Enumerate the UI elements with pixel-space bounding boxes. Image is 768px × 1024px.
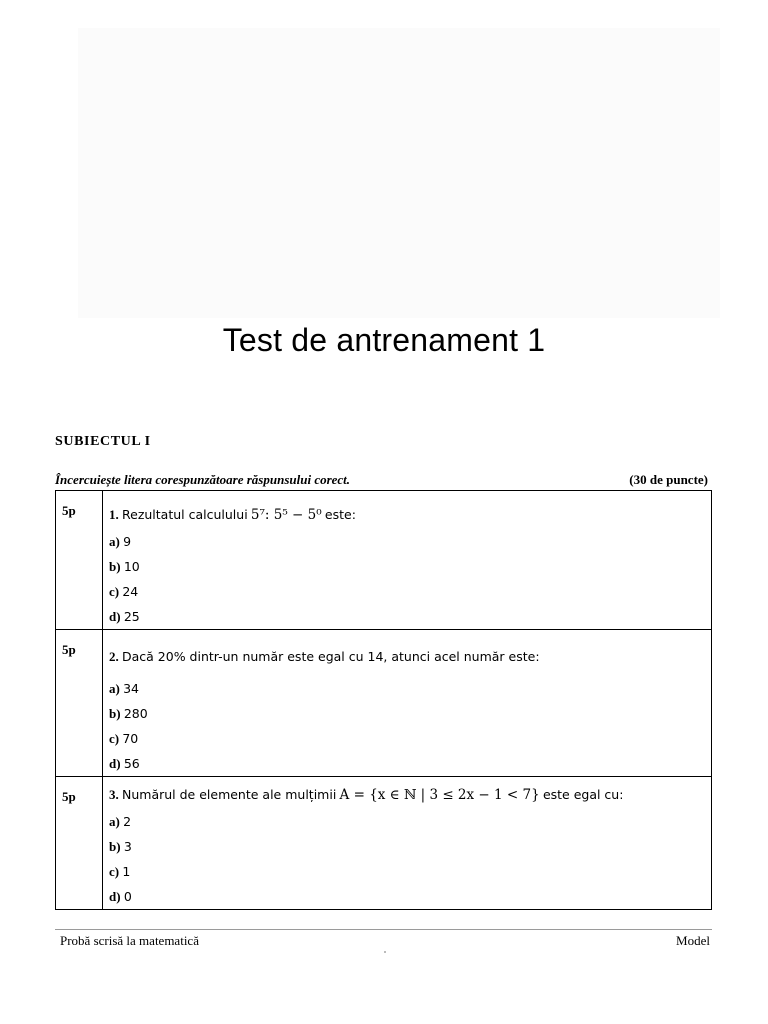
question-row (56, 630, 712, 777)
option-value: 3 (123, 839, 132, 854)
answer-option-a[interactable] (109, 809, 711, 834)
option-letter: b) (109, 559, 121, 574)
math-expression: 5⁷: 5⁵ − 5⁰ (250, 507, 322, 523)
question-score: 5p (56, 491, 103, 630)
question-cell (103, 630, 712, 777)
answer-option-a[interactable] (109, 529, 711, 554)
question-text (109, 505, 711, 525)
page-title: Test de antrenament 1 (222, 322, 546, 358)
option-value: 280 (123, 706, 148, 721)
answer-option-b[interactable] (109, 554, 711, 579)
option-letter: b) (109, 839, 121, 854)
option-letter: a) (109, 681, 120, 696)
option-value: 56 (123, 756, 140, 771)
answer-option-c[interactable] (109, 579, 711, 604)
answer-option-d[interactable] (109, 884, 711, 909)
question-stem: Numărul de elemente ale mulțimii (122, 787, 337, 802)
option-value: 25 (123, 609, 140, 624)
question-stem-end: este: (324, 507, 356, 522)
question-number: 1. (109, 507, 119, 522)
options-list (109, 809, 711, 909)
answer-option-b[interactable] (109, 701, 711, 726)
answer-option-b[interactable] (109, 834, 711, 859)
question-stem: Dacă 20% dintr-un număr este egal cu 14, atunci acel număr este: (122, 649, 540, 664)
footer-right-text: Model (676, 933, 710, 948)
question-cell (103, 777, 712, 910)
answer-option-a[interactable] (109, 676, 711, 701)
answer-option-d[interactable] (109, 604, 711, 629)
question-number: 2. (109, 649, 119, 664)
questions-table (55, 490, 712, 910)
question-text (109, 647, 711, 667)
option-letter: d) (109, 889, 121, 904)
option-value: 24 (122, 584, 139, 599)
instruction-row (55, 472, 712, 488)
option-letter: c) (109, 864, 120, 879)
option-value: 2 (123, 814, 132, 829)
option-letter: a) (109, 534, 120, 549)
option-value: 1 (122, 864, 131, 879)
option-letter: d) (109, 609, 121, 624)
math-expression: A = {x ∈ ℕ | 3 ≤ 2x − 1 < 7} (339, 787, 540, 803)
page-mark (384, 951, 386, 953)
header-blank-area (78, 28, 720, 318)
answer-option-c[interactable] (109, 726, 711, 751)
option-value: 34 (123, 681, 139, 696)
footer-left-text: Probă scrisă la matematică (60, 933, 199, 948)
question-cell (103, 491, 712, 630)
question-stem-end: este egal cu: (542, 787, 624, 802)
option-value: 10 (123, 559, 140, 574)
option-letter: b) (109, 706, 121, 721)
question-number: 3. (109, 787, 119, 802)
footer-divider (55, 929, 712, 930)
answer-option-d[interactable] (109, 751, 711, 776)
option-letter: c) (109, 731, 120, 746)
question-row (56, 777, 712, 910)
option-letter: c) (109, 584, 120, 599)
question-score: 5p (56, 777, 103, 910)
instruction-text: Încercuiește litera corespunzătoare răspunsului corect. (55, 472, 351, 487)
option-letter: a) (109, 814, 120, 829)
option-value: 70 (122, 731, 139, 746)
options-list (109, 676, 711, 776)
question-row (56, 491, 712, 630)
answer-option-c[interactable] (109, 859, 711, 884)
question-score: 5p (56, 630, 103, 777)
subject-heading: SUBIECTUL I (55, 434, 151, 449)
option-letter: d) (109, 756, 121, 771)
points-total: (30 de puncte) (629, 472, 708, 487)
question-text (109, 785, 711, 805)
question-stem: Rezultatul calculului (122, 507, 248, 522)
option-value: 9 (123, 534, 132, 549)
option-value: 0 (123, 889, 132, 904)
options-list (109, 529, 711, 629)
